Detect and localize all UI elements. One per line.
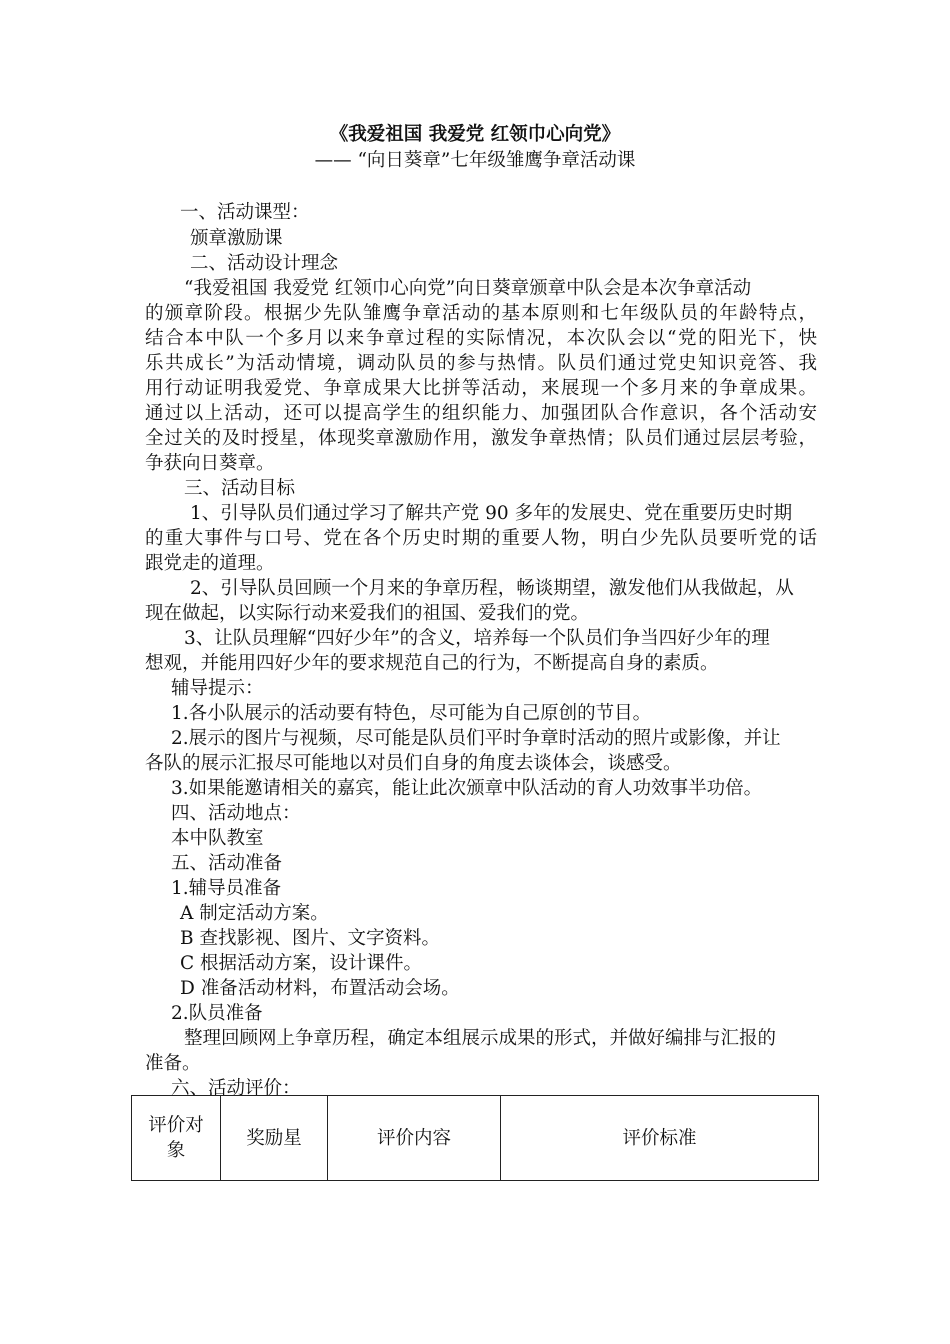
paragraph-line: “我爱祖国 我爱党 红领巾心向党”向日葵章颁章中队会是本次争章活动: [184, 278, 752, 299]
section-heading: 四、活动地点：: [171, 803, 301, 824]
section-heading: 三、活动目标: [184, 478, 296, 499]
paragraph-line: 2、引导队员回顾一个月来的争章历程，畅谈期望，激发他们从我做起，从: [190, 578, 794, 599]
paragraph-line: 的重大事件与口号、党在各个历史时期的重要人物，明白少先队员要听党的话: [145, 528, 817, 549]
section-heading: 六、活动评价：: [171, 1078, 301, 1099]
paragraph-line: 整理回顾网上争章历程，确定本组展示成果的形式，并做好编排与汇报的: [184, 1028, 777, 1049]
paragraph-line: 2.展示的图片与视频，尽可能是队员们平时争章时活动的照片或影像，并让: [171, 728, 781, 749]
paragraph-line: 1.各小队展示的活动要有特色，尽可能为自己原创的节目。: [171, 703, 652, 724]
paragraph-line: 跟党走的道理。: [145, 553, 275, 574]
paragraph-line: 的颁章阶段。根据少先队雏鹰争章活动的基本原则和七年级队员的年龄特点，: [145, 303, 817, 324]
document-title: 《我爱祖国 我爱党 红领巾心向党》: [329, 124, 621, 145]
section-heading: 五、活动准备: [171, 853, 283, 874]
paragraph-line: 现在做起，以实际行动来爱我们的祖国、爱我们的党。: [145, 603, 590, 624]
paragraph-line: 各队的展示汇报尽可能地以对员们自身的角度去谈体会，谈感受。: [145, 753, 682, 774]
table-header-cell: 评价对象: [132, 1096, 221, 1181]
table-header-cell: 评价标准: [501, 1096, 819, 1181]
paragraph-line: 本中队教室: [171, 828, 264, 849]
paragraph-line: D 准备活动材料，布置活动会场。: [180, 978, 460, 999]
table-header-cell: 评价内容: [328, 1096, 501, 1181]
section-heading: 辅导提示：: [171, 678, 264, 699]
paragraph-line: 准备。: [145, 1053, 201, 1074]
paragraph-line: 2.队员准备: [171, 1003, 263, 1024]
paragraph-line: 颁章激励课: [190, 228, 283, 249]
paragraph-line: 全过关的及时授星，体现奖章激励作用，激发争章热情；队员们通过层层考验，: [145, 428, 817, 449]
paragraph-line: 想观，并能用四好少年的要求规范自己的行为，不断提高自身的素质。: [145, 653, 719, 674]
document-subtitle: —— “向日葵章”七年级雏鹰争章活动课: [314, 150, 636, 171]
paragraph-line: 结合本中队一个多月以来争章过程的实际情况，本次队会以“党的阳光下，快: [145, 328, 817, 349]
paragraph-line: 3.如果能邀请相关的嘉宾，能让此次颁章中队活动的育人功效事半功倍。: [171, 778, 763, 799]
section-heading: 二、活动设计理念: [190, 253, 339, 274]
paragraph-line: 争获向日葵章。: [145, 453, 275, 474]
section-heading: 一、活动课型：: [180, 202, 310, 223]
paragraph-line: 1.辅导员准备: [171, 878, 282, 899]
paragraph-line: A 制定活动方案。: [180, 903, 329, 924]
paragraph-line: 用行动证明我爱党、争章成果大比拼等活动，来展现一个多月来的争章成果。: [145, 378, 817, 399]
table-header-cell: 奖励星: [221, 1096, 328, 1181]
paragraph-line: 乐共成长”为活动情境，调动队员的参与热情。队员们通过党史知识竞答、我: [145, 353, 817, 374]
evaluation-table: [131, 1095, 819, 1181]
table-header-row: [132, 1096, 819, 1181]
paragraph-line: 3、让队员理解“四好少年”的含义，培养每一个队员们争当四好少年的理: [184, 628, 770, 649]
paragraph-line: C 根据活动方案，设计课件。: [180, 953, 423, 974]
paragraph-line: 通过以上活动，还可以提高学生的组织能力、加强团队合作意识，各个活动安: [145, 403, 817, 424]
paragraph-line: 1、引导队员们通过学习了解共产党 90 多年的发展史、党在重要历史时期: [190, 503, 793, 524]
paragraph-line: B 查找影视、图片、文字资料。: [180, 928, 440, 949]
